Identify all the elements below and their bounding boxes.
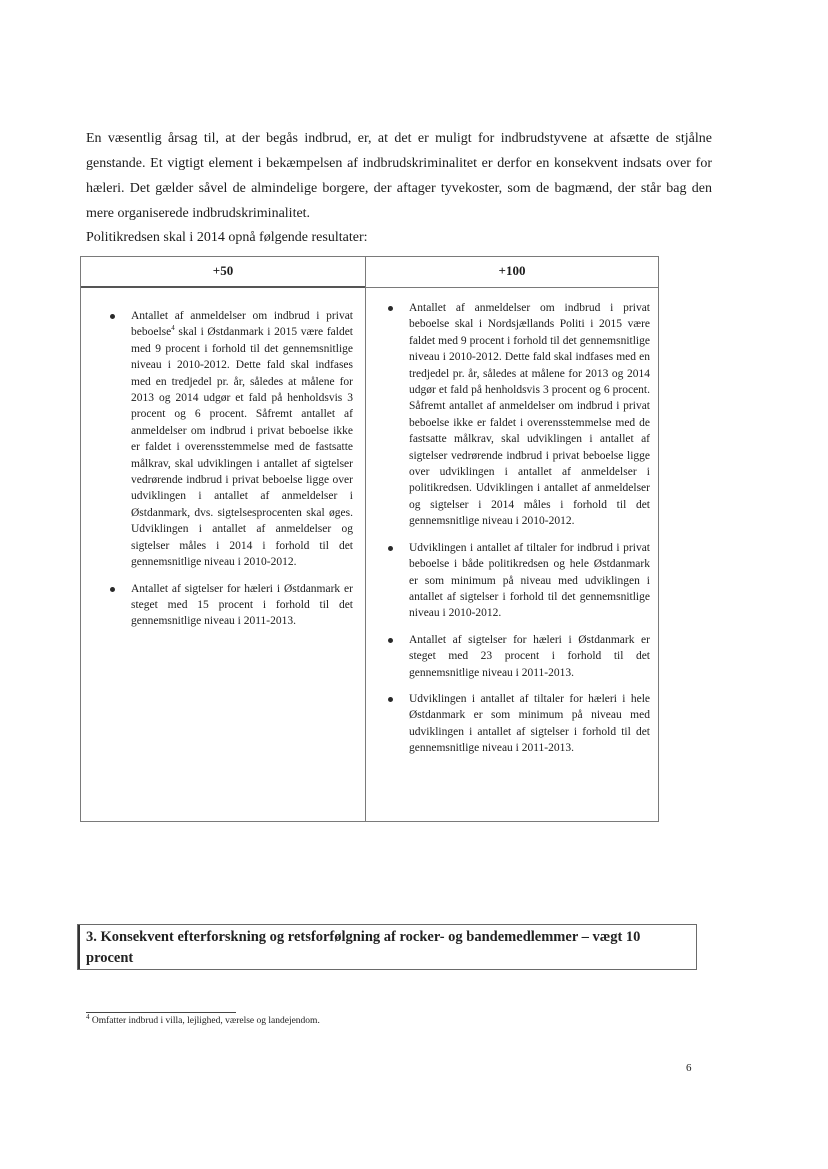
results-lead-text: Politikredsen skal i 2014 opnå følgende resultater: (86, 230, 368, 245)
list-item (409, 691, 650, 757)
footnote-marker: 4 (86, 1012, 90, 1021)
intro-paragraph: En væsentlig årsag til, at der begås indbrud, er, at det er muligt for indbrudstyvene at afsætte de stjålne genstande. Et vigtigt element i bekæmpelsen af indbrudskriminalitet er derfor en konsekvent indsats over for hæleri. Det gælder såvel de almindelige borgere, der aftager tyvekoster, som de bagmænd, der står bag den mere organiserede indbrudskriminalitet. (86, 131, 712, 221)
bullet-icon (388, 638, 393, 643)
bullet-icon (388, 546, 393, 551)
footnote-text: Omfatter indbrud i villa, lejlighed, værelse og landejendom. (89, 1016, 320, 1026)
list-item-text: Antallet af sigtelser for hæleri i Østdanmark er steget med 15 procent i forhold til det gennemsnitlige niveau i 2011-2013. (131, 582, 353, 628)
column-plus-100 (366, 257, 658, 821)
plus-100-list (366, 294, 658, 757)
list-item-text: Udviklingen i antallet af tiltaler for hæleri i hele Østdanmark er som minimum på niveau med udviklingen i antallet af sigtelser i forhold til det gennemsnitlige niveau i 2011-2013. (409, 692, 650, 755)
list-item (409, 540, 650, 622)
list-item (131, 581, 353, 630)
footnote-ref: 4 (171, 324, 175, 333)
list-item-text: Udviklingen i antallet af tiltaler for indbrud i privat beboelse i både politikredsen og hele Østdanmark er som minimum på niveau med udviklingen i antallet af sigtelser i forhold til det gennemsnitlige niveau i 2010-2012. (409, 541, 650, 620)
list-item-text: Antallet af sigtelser for hæleri i Østdanmark er steget med 23 procent i forhold til det gennemsnitlige niveau i 2011-2013. (409, 633, 650, 679)
bullet-icon (110, 314, 115, 319)
footnote (86, 1012, 320, 1026)
bullet-icon (388, 306, 393, 311)
section-heading: 3. Konsekvent efterforskning og retsforfølgning af rocker- og bandemedlemmer – vægt 10 procent (77, 924, 697, 970)
bullet-icon (110, 587, 115, 592)
column-header-plus-100: +100 (366, 257, 658, 288)
column-plus-50 (81, 257, 366, 821)
list-item-text: Antallet af anmeldelser om indbrud i privat beboelse (131, 310, 353, 339)
list-item (409, 632, 650, 681)
list-item (131, 308, 353, 571)
list-item (409, 300, 650, 530)
bullet-icon (388, 697, 393, 702)
plus-50-list (81, 288, 365, 630)
column-header-plus-50: +50 (81, 257, 365, 288)
results-table (80, 256, 659, 822)
footnote-divider (86, 1012, 236, 1013)
list-item-text-cont: skal i Østdanmark i 2015 være faldet med 9 procent i forhold til det gennemsnitlige niveau i 2010-2012. Dette fald skal indfases med en tredjedel pr. år, således at målene for 2013 og 2014 udgør et fald på henholdsvis 3 procent og 6 procent. Såfremt antallet af anmeldelser om indbrud i privat beboelse ikke er faldet i overensstemmelse med de fastsatte målkrav, skal udviklingen i antallet af sigtelser vedrørende indbrud i privat beboelse ligge over udviklingen i antallet af anmeldelser i Østdanmark, dvs. sigtelsesprocenten skal øges. Udviklingen i antallet af anmeldelser og sigtelser måles i 2014 i forhold til det gennemsnitlige niveau i 2010-2012. (131, 326, 353, 569)
page-number: 6 (686, 1062, 692, 1074)
list-item-text: Antallet af anmeldelser om indbrud i privat beboelse skal i Nordsjællands Politi i 2015 være faldet med 9 procent i forhold til det gennemsnitlige niveau i 2010-2012. Dette fald skal indfases med en tredjedel pr. år, således at målene for 2013 og 2014 udgør et fald på henholdsvis 3 procent og 6 procent. Såfremt antallet af anmeldelser om indbrud i privat beboelse ikke er faldet i overensstemmelse med de fastsatte målkrav, skal udviklingen i antallet af sigtelser vedrørende indbrud i privat beboelse ligge over udviklingen i antallet af anmeldelser i politikredsen. Udviklingen i antallet af anmeldelser og sigtelser i 2014 måles i forhold til det gennemsnitlige niveau i 2010-2012. (409, 302, 650, 528)
